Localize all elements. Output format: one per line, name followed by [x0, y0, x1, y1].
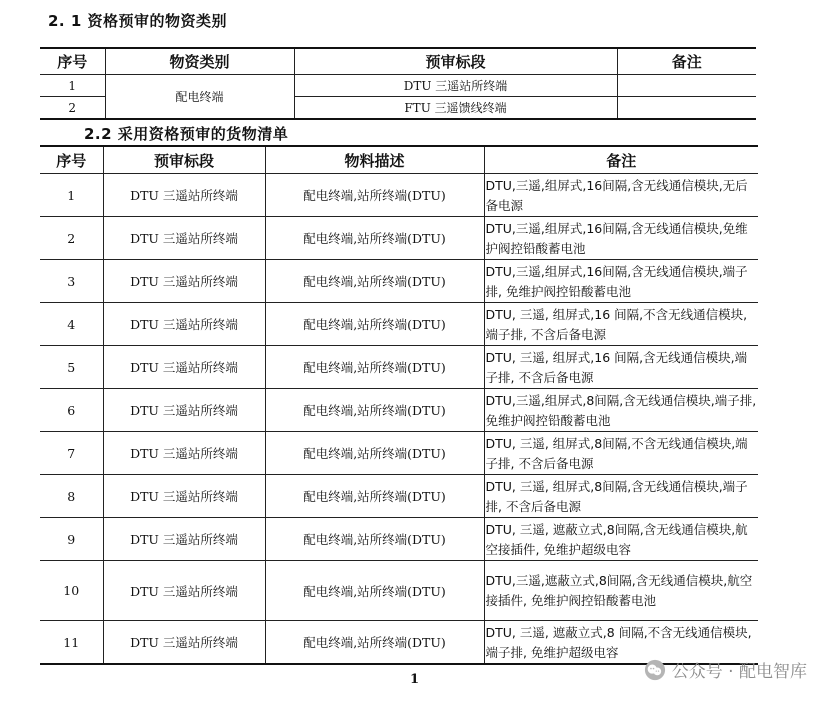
- row-note: DTU,三遥,遮蔽立式,8间隔,含无线通信模块,航空接插件, 免维护阀控铅酸蓄电池: [484, 561, 758, 621]
- section-2-title: 2.2 采用资格预审的货物清单: [84, 125, 289, 143]
- table-row: [40, 475, 758, 518]
- row-desc: 配电终端,站所终端(DTU): [265, 561, 484, 621]
- table-row: [40, 346, 758, 389]
- row-note: DTU,三遥,组屏式,16间隔,含无线通信模块,无后备电源: [484, 174, 758, 217]
- header-no: 序号: [40, 48, 105, 75]
- row-no: 7: [40, 432, 103, 475]
- header-segment: 预审标段: [294, 48, 617, 75]
- row-note: DTU, 三遥, 组屏式,8间隔,含无线通信模块,端子排, 不含后备电源: [484, 475, 758, 518]
- row-desc: 配电终端,站所终端(DTU): [265, 432, 484, 475]
- table-row: [40, 432, 758, 475]
- row-desc: 配电终端,站所终端(DTU): [265, 621, 484, 665]
- row-note: DTU, 三遥, 遮蔽立式,8 间隔,不含无线通信模块,端子排, 免维护超级电容: [484, 621, 758, 665]
- row-no: 6: [40, 389, 103, 432]
- watermark: [644, 657, 807, 682]
- row-no: 2: [40, 97, 105, 120]
- header-segment: 预审标段: [103, 146, 265, 174]
- page-number: 1: [409, 672, 420, 687]
- row-desc: 配电终端,站所终端(DTU): [265, 389, 484, 432]
- row-note: DTU, 三遥, 组屏式,16 间隔,不含无线通信模块,端子排, 不含后备电源: [484, 303, 758, 346]
- row-desc: 配电终端,站所终端(DTU): [265, 260, 484, 303]
- table-row: [40, 217, 758, 260]
- row-segment: DTU 三遥站所终端: [103, 260, 265, 303]
- row-segment: DTU 三遥站所终端: [103, 389, 265, 432]
- row-segment: DTU 三遥站所终端: [103, 217, 265, 260]
- table-row: [40, 561, 758, 621]
- table-row: [40, 260, 758, 303]
- wechat-icon: [644, 659, 666, 681]
- table-row: [40, 389, 758, 432]
- header-note: 备注: [484, 146, 758, 174]
- row-note: DTU, 三遥, 组屏式,8间隔,不含无线通信模块,端子排, 不含后备电源: [484, 432, 758, 475]
- row-segment: DTU 三遥站所终端: [294, 75, 617, 97]
- table-row: [40, 518, 758, 561]
- row-no: 11: [40, 621, 103, 665]
- row-segment: DTU 三遥站所终端: [103, 621, 265, 665]
- row-category: 配电终端: [105, 75, 294, 120]
- row-no: 9: [40, 518, 103, 561]
- row-desc: 配电终端,站所终端(DTU): [265, 174, 484, 217]
- table-header-row: [40, 146, 758, 174]
- header-no: 序号: [40, 146, 103, 174]
- section-1-title: 2. 1 资格预审的物资类别: [48, 12, 228, 30]
- goods-list-table: [40, 145, 758, 665]
- row-segment: DTU 三遥站所终端: [103, 303, 265, 346]
- row-no: 4: [40, 303, 103, 346]
- row-segment: FTU 三遥馈线终端: [294, 97, 617, 120]
- row-desc: 配电终端,站所终端(DTU): [265, 518, 484, 561]
- row-desc: 配电终端,站所终端(DTU): [265, 303, 484, 346]
- row-note: DTU, 三遥, 遮蔽立式,8间隔,含无线通信模块,航空接插件, 免维护超级电容: [484, 518, 758, 561]
- row-segment: DTU 三遥站所终端: [103, 432, 265, 475]
- row-segment: DTU 三遥站所终端: [103, 475, 265, 518]
- header-note: 备注: [617, 48, 756, 75]
- watermark-text: 公众号 · 配电智库: [671, 662, 807, 682]
- row-segment: DTU 三遥站所终端: [103, 346, 265, 389]
- header-category: 物资类别: [105, 48, 294, 75]
- row-no: 3: [40, 260, 103, 303]
- row-no: 5: [40, 346, 103, 389]
- row-no: 8: [40, 475, 103, 518]
- row-desc: 配电终端,站所终端(DTU): [265, 346, 484, 389]
- row-note: DTU, 三遥, 组屏式,16 间隔,含无线通信模块,端子排, 不含后备电源: [484, 346, 758, 389]
- row-segment: DTU 三遥站所终端: [103, 518, 265, 561]
- row-note: DTU,三遥,组屏式,16间隔,含无线通信模块,免维护阀控铅酸蓄电池: [484, 217, 758, 260]
- row-no: 1: [40, 75, 105, 97]
- row-no: 2: [40, 217, 103, 260]
- table-row: [40, 303, 758, 346]
- table-row: [40, 75, 756, 97]
- material-category-table: [40, 47, 756, 120]
- header-desc: 物料描述: [265, 146, 484, 174]
- row-note: DTU,三遥,组屏式,16间隔,含无线通信模块,端子排, 免维护阀控铅酸蓄电池: [484, 260, 758, 303]
- row-note: DTU,三遥,组屏式,8间隔,含无线通信模块,端子排, 免维护阀控铅酸蓄电池: [484, 389, 758, 432]
- table-row: [40, 174, 758, 217]
- row-note: [617, 97, 756, 120]
- row-desc: 配电终端,站所终端(DTU): [265, 217, 484, 260]
- row-no: 1: [40, 174, 103, 217]
- row-desc: 配电终端,站所终端(DTU): [265, 475, 484, 518]
- table-header-row: [40, 48, 756, 75]
- row-segment: DTU 三遥站所终端: [103, 174, 265, 217]
- row-segment: DTU 三遥站所终端: [103, 561, 265, 621]
- row-note: [617, 75, 756, 97]
- row-no: 10: [40, 561, 103, 621]
